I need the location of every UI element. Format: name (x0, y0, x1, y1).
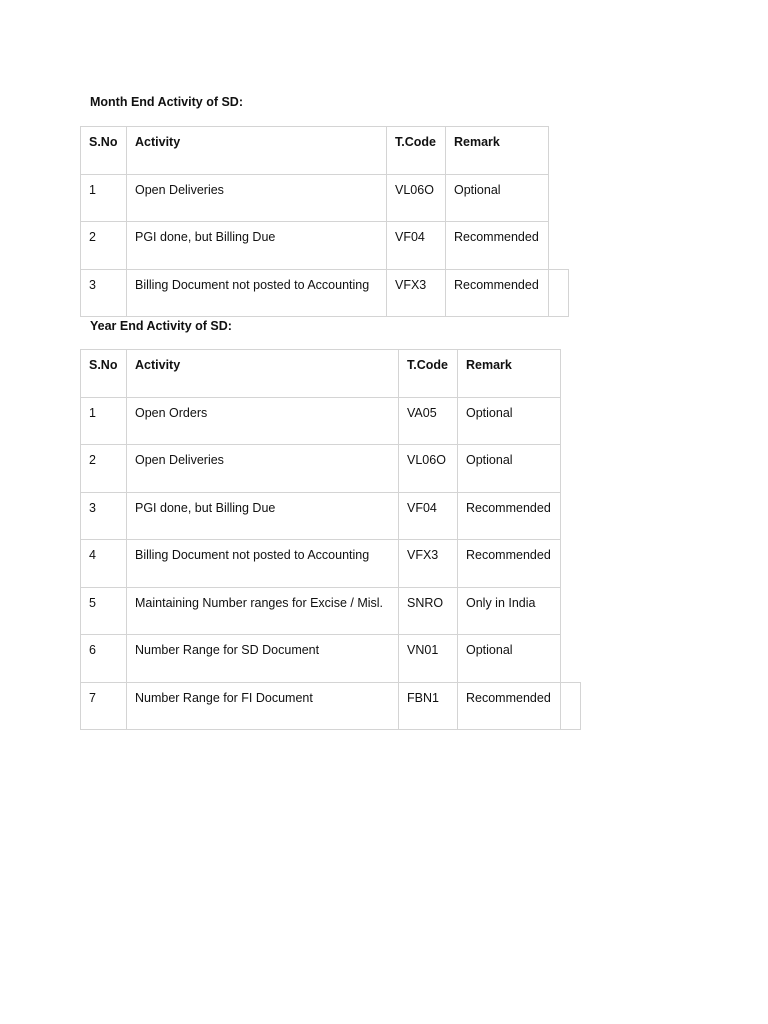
cell-tcode: SNRO (399, 587, 458, 635)
table-row (81, 587, 581, 635)
cell-remark: Only in India (458, 587, 561, 635)
month-end-heading: Month End Activity of SD: (90, 95, 243, 109)
cell-sno: 3 (81, 269, 127, 317)
cell-tcode: VFX3 (399, 540, 458, 588)
empty-cell (561, 397, 581, 445)
cell-remark: Recommended (458, 682, 561, 730)
cell-activity: Maintaining Number ranges for Excise / Misl. (127, 587, 399, 635)
empty-cell (561, 682, 581, 730)
cell-sno: 2 (81, 222, 127, 270)
header-sno: S.No (81, 127, 127, 175)
table-row (81, 269, 569, 317)
cell-remark: Recommended (458, 492, 561, 540)
cell-activity: Number Range for SD Document (127, 635, 399, 683)
cell-sno: 4 (81, 540, 127, 588)
cell-tcode: VA05 (399, 397, 458, 445)
table-row (81, 222, 569, 270)
cell-tcode: VF04 (399, 492, 458, 540)
table-row (81, 445, 581, 493)
cell-activity: Open Orders (127, 397, 399, 445)
header-remark: Remark (458, 350, 561, 398)
year-end-table (80, 349, 581, 730)
table-row (81, 540, 581, 588)
cell-activity: Open Deliveries (127, 174, 387, 222)
cell-sno: 6 (81, 635, 127, 683)
cell-sno: 1 (81, 174, 127, 222)
cell-activity: Open Deliveries (127, 445, 399, 493)
header-activity: Activity (127, 127, 387, 175)
cell-activity: Billing Document not posted to Accounting (127, 540, 399, 588)
header-sno: S.No (81, 350, 127, 398)
cell-sno: 7 (81, 682, 127, 730)
table-header-row (81, 127, 569, 175)
cell-sno: 5 (81, 587, 127, 635)
cell-activity: PGI done, but Billing Due (127, 222, 387, 270)
cell-tcode: VL06O (399, 445, 458, 493)
empty-cell (549, 127, 569, 175)
cell-remark: Recommended (458, 540, 561, 588)
month-end-table (80, 126, 569, 317)
cell-sno: 1 (81, 397, 127, 445)
empty-cell (561, 540, 581, 588)
table-row (81, 635, 581, 683)
empty-cell (561, 635, 581, 683)
cell-activity: PGI done, but Billing Due (127, 492, 399, 540)
empty-cell (549, 269, 569, 317)
header-tcode: T.Code (387, 127, 446, 175)
cell-sno: 2 (81, 445, 127, 493)
header-remark: Remark (446, 127, 549, 175)
cell-remark: Recommended (446, 269, 549, 317)
table-row (81, 492, 581, 540)
cell-sno: 3 (81, 492, 127, 540)
table-header-row (81, 350, 581, 398)
cell-tcode: FBN1 (399, 682, 458, 730)
cell-remark: Optional (458, 445, 561, 493)
cell-remark: Optional (458, 635, 561, 683)
cell-activity: Billing Document not posted to Accounting (127, 269, 387, 317)
table-row (81, 397, 581, 445)
empty-cell (561, 350, 581, 398)
cell-activity: Number Range for FI Document (127, 682, 399, 730)
empty-cell (561, 492, 581, 540)
empty-cell (561, 445, 581, 493)
table-row (81, 174, 569, 222)
empty-cell (549, 222, 569, 270)
cell-remark: Optional (446, 174, 549, 222)
empty-cell (549, 174, 569, 222)
cell-remark: Optional (458, 397, 561, 445)
table-row (81, 682, 581, 730)
header-activity: Activity (127, 350, 399, 398)
cell-tcode: VN01 (399, 635, 458, 683)
cell-tcode: VL06O (387, 174, 446, 222)
year-end-heading: Year End Activity of SD: (90, 319, 232, 333)
empty-cell (561, 587, 581, 635)
cell-remark: Recommended (446, 222, 549, 270)
cell-tcode: VFX3 (387, 269, 446, 317)
header-tcode: T.Code (399, 350, 458, 398)
cell-tcode: VF04 (387, 222, 446, 270)
